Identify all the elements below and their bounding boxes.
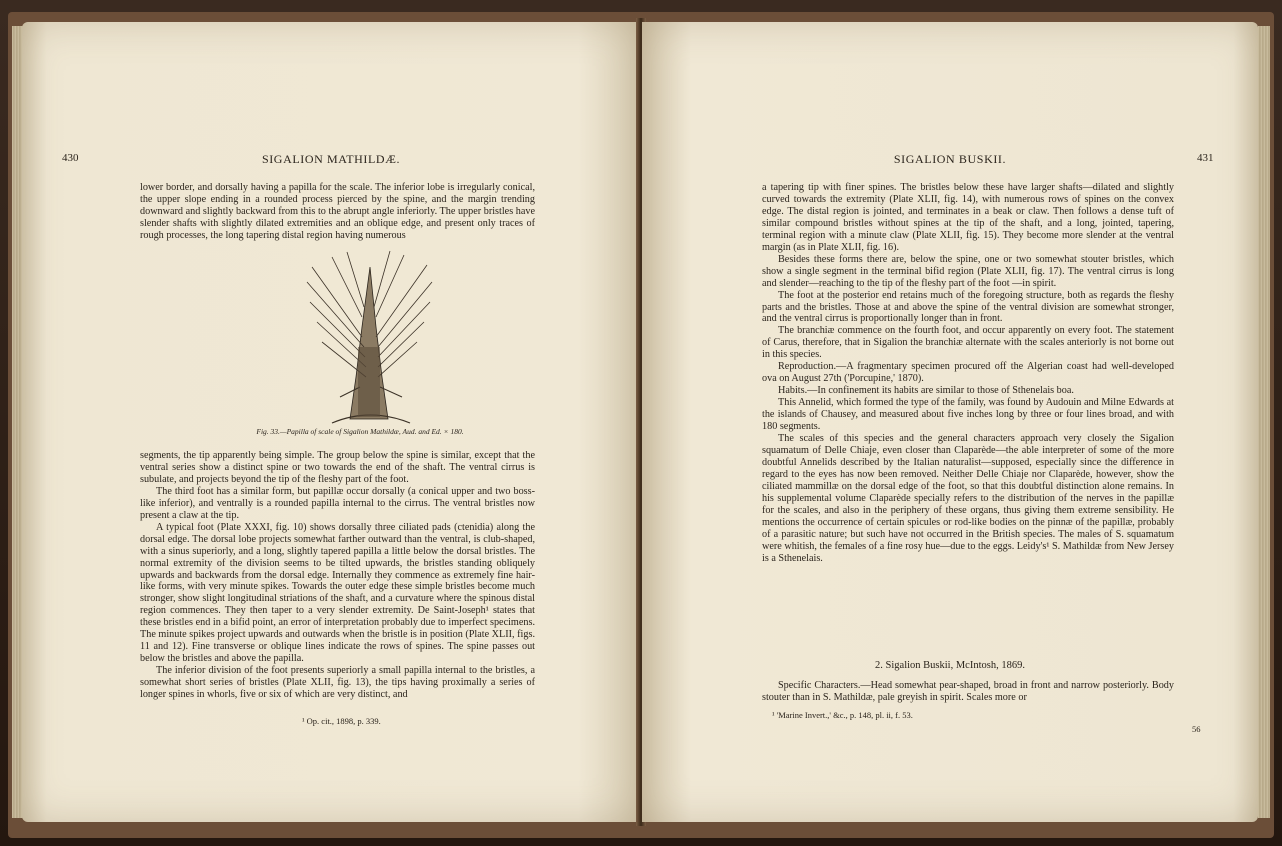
figure-caption: Fig. 33.—Papilla of scale of Sigalion Mathildæ, Aud. and Ed. × 180. — [256, 427, 464, 436]
left-text-top — [140, 182, 535, 242]
figure-papilla-of-scale — [292, 247, 452, 427]
paragraph: Specific Characters.—Head somewhat pear-shaped, broad in front and narrow posteriorly. Body stouter than in S. Mathildæ, pale greyish in spirit. Scales more or — [762, 680, 1174, 703]
right-page-number: 431 — [1197, 152, 1214, 164]
signature-mark: 56 — [1192, 724, 1201, 734]
page-edges-right — [1258, 26, 1270, 818]
paragraph: The third foot has a similar form, but papillæ occur dorsally (a conical upper and two boss-like inferior), and ventrally is a rounded papilla internal to the cirrus. The ventral bristles now present a claw at the tip. — [140, 485, 535, 521]
right-text-main — [762, 182, 1174, 565]
left-page — [22, 22, 640, 822]
paragraph: The foot at the posterior end retains much of the foregoing structure, both as regards the fleshy parts and the bristles. Those at and above the spine of the ventral division are somewhat stronger, and the ventral cirrus is proportionally longer than in front. — [762, 289, 1174, 325]
paragraph: Besides these forms there are, below the spine, one or two somewhat stouter bristles, which show a single segment in the terminal bifid region (Plate XLII, fig. 17). The ventral cirrus is long and slender—reaching to the tip of the fleshy part of the foot —in spirit. — [762, 253, 1174, 289]
paragraph: The inferior division of the foot presents superiorly a small papilla internal to the bristles, a somewhat short series of bristles (Plate XLII, fig. 13), the tips having proximally a series of longer spines in whorls, five or six of which are very distinct, and — [140, 665, 535, 701]
left-page-number: 430 — [62, 152, 79, 164]
right-page — [642, 22, 1258, 822]
paragraph: The branchiæ commence on the fourth foot, and occur apparently on every foot. The statement of Carus, therefore, that in Sigalion the branchiæ alternate with the scales anteriorly is not borne out in this species. — [762, 325, 1174, 361]
right-running-head: SIGALION BUSKII. — [893, 152, 1007, 166]
papilla-illustration — [292, 247, 452, 427]
paragraph: A typical foot (Plate XXXI, fig. 10) shows dorsally three ciliated pads (ctenidia) along the dorsal edge. The dorsal lobe projects somewhat farther outward than the ventral, is club-shaped, with a sinus superiorly, and a long, slightly tapered papilla a little below the dorsal bristles. The normal extremity of the division seems to be tilted upwards, the bristles standing obliquely upwards and backwards from the dorsal edge. Internally they commence as extremely fine hair-like forms, with very minute spikes. Towards the outer edge these simple bristles become much stronger, show slight longitudinal striations of the shaft, and a curvature where the spinous distal region commences. They then taper to a very slender extremity. De Saint-Joseph¹ states that these bristles end in a bifid point, an error of interpretation probably due to imperfect specimens. The minute spikes project upwards and outwards when the bristle is in position (Plate XLII, figs. 11 and 12). Fine transverse or oblique lines indicate the rows of spines. The spine passes out below the bristles and above the papilla. — [140, 521, 535, 665]
right-text-section — [762, 680, 1174, 704]
paragraph: This Annelid, which formed the type of the family, was found by Audouin and Milne Edwards at the islands of Chausey, and measured about five inches long by three or four lines broad, and with 180 segments. — [762, 397, 1174, 433]
left-running-head: SIGALION MATHILDÆ. — [261, 152, 401, 166]
section-heading: 2. Sigalion Buskii, McIntosh, 1869. — [875, 660, 1025, 671]
right-footnote: ¹ 'Marine Invert.,' &c., p. 148, pl. ii, f. 53. — [772, 710, 913, 720]
paragraph: segments, the tip apparently being simple. The group below the spine is similar, except that the ventral series show a distinct spine or two towards the end of the shaft. The ventral cirrus is subulate, and projects beyond the tip of the fleshy part of the foot. — [140, 450, 535, 485]
paragraph: The scales of this species and the general characters approach very closely the Sigalion squamatum of Delle Chiaje, even closer than Claparède—the able interpreter of some of the more doubtful Annelids described by the Italian naturalist—supposed, especially since the difference in regard to the eyes has now been removed. Neither Delle Chiaje nor Claparède, however, show the ciliated mammillæ on the dorsal edge of the foot, so that this doubtful distinction alone remains. In his supplemental volume Claparède specially refers to the distribution of the nerves in the papillæ for the scales, and also in the periphery of these organs, thus giving them extreme sensibility. He mentions the occurrence of certain spicules or rod-like bodies on the pinnæ of the papillæ, probably of a parasitic nature; but such have not occurred in the British species. The males of S. squamatum were whitish, the females of a fine rosy hue—due to the eggs. Leidy's¹ S. Mathildæ from New Jersey is a Sthenelais. — [762, 433, 1174, 564]
paragraph: Habits.—In confinement its habits are similar to those of Sthenelais boa. — [778, 385, 1074, 397]
paragraph: a tapering tip with finer spines. The bristles below these have larger shafts—dilated and slightly curved towards the extremity (Plate XLII, fig. 14), with numerous rows of spines on the convex edge. The distal region is jointed, and terminates in a beak or claw. Then follows a dense tuft of similar compound bristles without spines at the tip of the shaft, and a long, jointed, tapering, terminal region with a minute claw (Plate XLII, fig. 15). They become more slender at the ventral margin (as in Plate XLII, fig. 16). — [762, 182, 1174, 253]
paragraph: lower border, and dorsally having a papilla for the scale. The inferior lobe is irregularly conical, the upper slope ending in a rounded process pierced by the spine, and the margin trending downward and slightly backward from this to the abrupt angle inferiorly. The upper bristles have slender shafts with slightly dilated extremities and an oblique edge, and present only traces of rough processes, the long tapering distal region having numerous — [140, 182, 535, 241]
left-footnote: ¹ Op. cit., 1898, p. 339. — [302, 716, 381, 726]
paragraph: Reproduction.—A fragmentary specimen procured off the Algerian coast had well-developed ova on August 27th ('Porcupine,' 1870). — [762, 361, 1174, 385]
left-text-bottom — [140, 450, 535, 701]
